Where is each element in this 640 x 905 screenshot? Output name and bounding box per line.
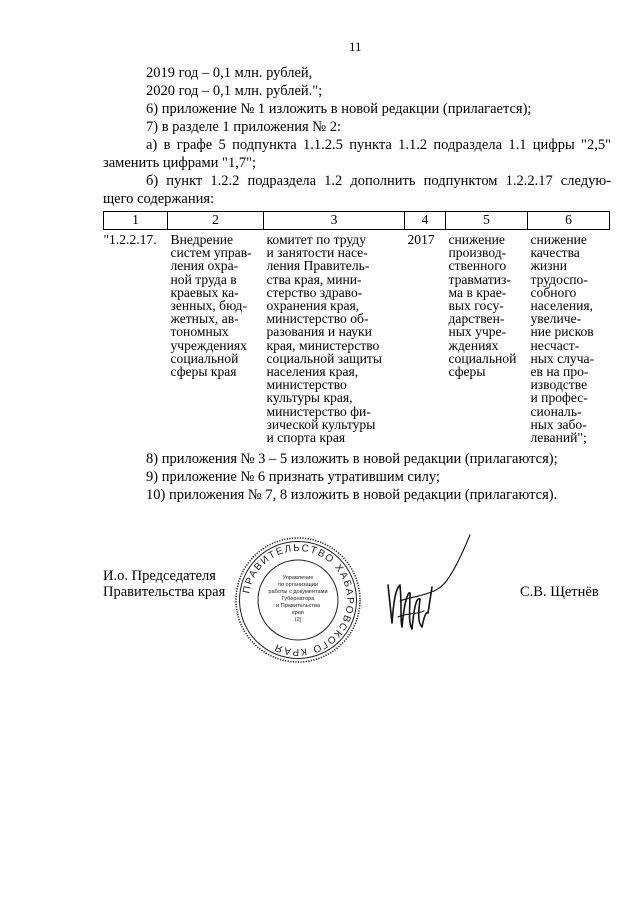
official-stamp — [233, 535, 363, 665]
cell-text-line: министерство фи- — [266, 403, 371, 419]
cell-text-line: изводстве — [530, 377, 588, 393]
amendment-table — [103, 211, 610, 444]
cell-text-line: населения края, — [266, 364, 359, 380]
cell-text-line: стерство здраво- — [266, 284, 363, 300]
cell-text-line: зической культуры — [266, 416, 376, 432]
stamp-center-line: и Правительства — [276, 603, 320, 609]
cell-text-line: министерство — [266, 377, 347, 393]
cell-text-line: сиональ- — [530, 403, 582, 419]
column-header: 2 — [168, 212, 264, 230]
cell-text-line: ние рисков — [530, 324, 594, 340]
cell-text-line: населения, — [530, 298, 594, 314]
cell-text-line: 2017 — [407, 232, 435, 247]
text-line: 7) в разделе 1 приложения № 2: — [146, 119, 342, 135]
cell-text-line: краевых ка- — [170, 284, 239, 300]
cell-text-line: систем управ- — [170, 245, 252, 261]
cell-text-line: жизни — [530, 258, 568, 274]
cell-text-line: увеличе- — [530, 311, 582, 327]
cell-text-line: вых госу- — [448, 298, 504, 314]
stamp-center-line: работы с документами — [268, 589, 328, 595]
column-header: 4 — [405, 212, 446, 230]
cell-text-line: министерство об- — [266, 311, 369, 327]
signatory-position — [103, 568, 225, 600]
cell-text-line: социальной — [170, 350, 239, 366]
text-line: 2020 год – 0,1 млн. рублей."; — [146, 83, 323, 99]
cell-text-line: жетных, ав- — [170, 311, 239, 327]
cell-text-line: ждениях — [448, 337, 499, 353]
cell-text-line: сферы края — [170, 364, 237, 380]
cell-executors — [264, 230, 405, 445]
text-line: а) в графе 5 подпункта 1.1.2.5 пункта 1.1.2 подраздела 1.1 цифры "2,5" — [146, 137, 611, 153]
cell-text-line: и спорта края — [266, 430, 346, 446]
stamp-center-line: края — [292, 610, 304, 616]
stamp-center-line: Управление — [282, 575, 314, 581]
cell-consequences — [528, 230, 610, 445]
cell-text-line: и занятости насе- — [266, 245, 368, 261]
table-row — [104, 230, 610, 445]
cell-text-line: снижение — [530, 232, 587, 247]
cell-text-line: собного — [530, 284, 577, 300]
cell-direct-result — [446, 230, 528, 445]
text-line: 2019 год – 0,1 млн. рублей, — [146, 65, 313, 81]
cell-text-line: дарствен- — [448, 311, 505, 327]
cell-text-line: социальной — [448, 350, 517, 366]
cell-text-line: края, министерство — [266, 337, 380, 353]
cell-text-line: качества — [530, 245, 580, 261]
cell-text-line: сферы — [448, 364, 486, 380]
cell-text-line: зенных, бюд- — [170, 298, 248, 314]
column-header: 6 — [528, 212, 610, 230]
cell-text-line: учреждениях — [170, 337, 247, 353]
stamp-center-line: Губернатора — [281, 596, 315, 602]
text-line: 8) приложения № 3 – 5 изложить в новой редакции (прилагаются); — [146, 451, 558, 467]
cell-text-line: ления охра- — [170, 258, 239, 274]
page-number: 11 — [349, 39, 362, 54]
table-header-row — [104, 212, 610, 230]
cell-text-line: ма в крае- — [448, 284, 507, 300]
cell-text-line: Внедрение — [170, 232, 234, 247]
cell-measure — [168, 230, 264, 445]
cell-text-line: комитет по труду — [266, 232, 366, 247]
column-header: 1 — [104, 212, 168, 230]
text-line: заменить цифрами "1,7"; — [103, 155, 257, 171]
cell-year — [405, 230, 446, 445]
cell-text-line: ев на про- — [530, 364, 589, 380]
stamp-center-line: по организации — [277, 582, 319, 588]
cell-text-line: травматиз- — [448, 271, 511, 287]
cell-text-line: социальной защиты — [266, 350, 382, 366]
text-line: 9) приложение № 6 признать утратившим силу; — [146, 469, 440, 485]
cell-text-line: культуры края, — [266, 390, 353, 406]
text-line: 6) приложение № 1 изложить в новой редакции (прилагается); — [146, 101, 532, 117]
cell-text-line: разования и науки — [266, 324, 372, 340]
cell-item-number — [104, 230, 168, 445]
cell-text-line: охранения края, — [266, 298, 360, 314]
cell-text-line: тономных — [170, 324, 229, 340]
cell-text-line: ных забо- — [530, 416, 587, 432]
cell-text-line: ных случа- — [530, 350, 595, 366]
handwritten-signature — [380, 527, 480, 647]
text-line: б) пункт 1.2.2 подраздела 1.2 дополнить подпунктом 1.2.2.17 следую- — [146, 173, 611, 189]
cell-text-line: снижение — [448, 232, 505, 247]
cell-text-line: ной труда в — [170, 271, 237, 287]
cell-text-line: леваний"; — [530, 430, 587, 446]
stamp-ring-text: ПРАВИТЕЛЬСТВО ХАБАРОВСКОГО КРАЯ — [241, 542, 356, 658]
position-line: Правительства края — [103, 584, 226, 600]
cell-text-line: ственного — [448, 258, 507, 274]
stamp-center-line: (2) — [294, 617, 302, 623]
cell-text-line: производ- — [448, 245, 507, 261]
cell-text-line: ства края, мини- — [266, 271, 362, 287]
cell-text-line: и профес- — [530, 390, 588, 406]
cell-text-line: ных учре- — [448, 324, 507, 340]
text-line: 10) приложения № 7, 8 изложить в новой редакции (прилагаются). — [146, 487, 558, 503]
cell-text-line: трудоспо- — [530, 271, 588, 287]
column-header: 3 — [264, 212, 405, 230]
signatory-name: С.В. Щетнёв — [520, 584, 599, 600]
cell-text-line: "1.2.2.17. — [103, 232, 157, 247]
cell-text-line: ления Правитель- — [266, 258, 370, 274]
column-header: 5 — [446, 212, 528, 230]
cell-text-line: несчаст- — [530, 337, 580, 353]
position-line: И.о. Председателя — [103, 568, 216, 584]
text-line: щего содержания: — [103, 191, 215, 207]
